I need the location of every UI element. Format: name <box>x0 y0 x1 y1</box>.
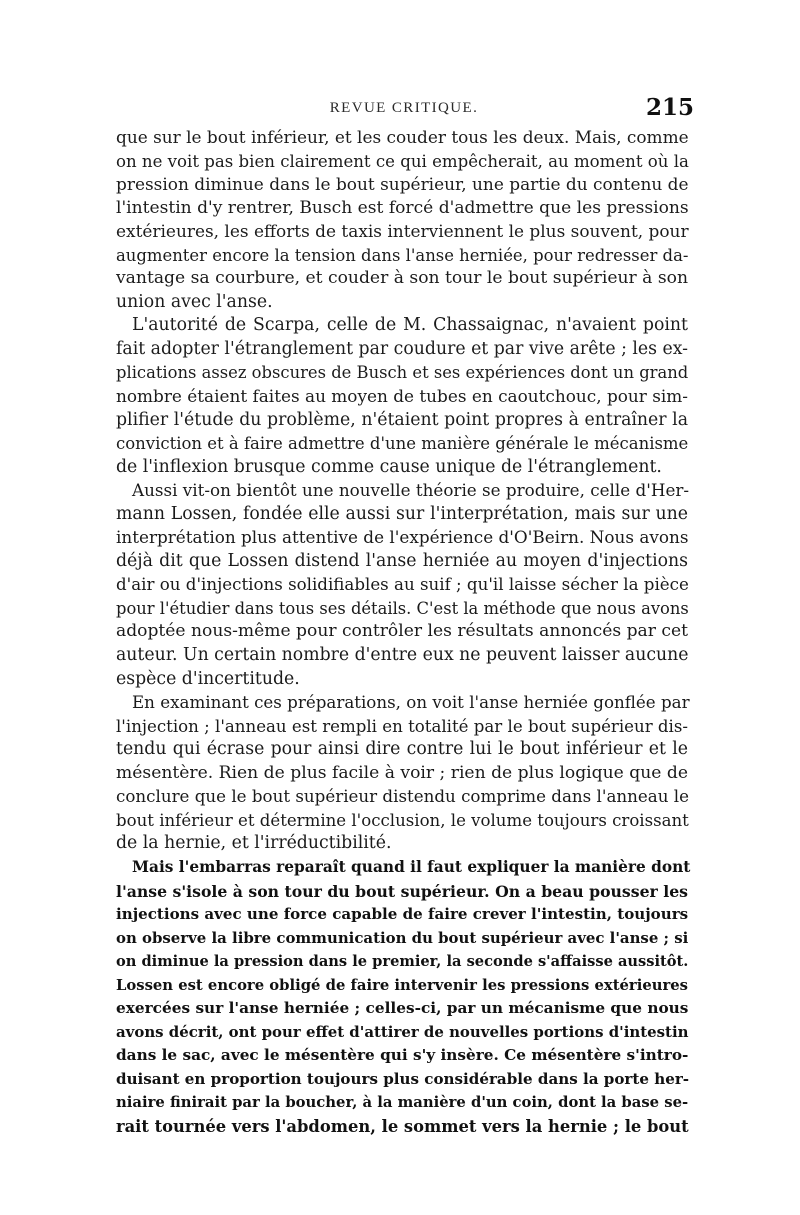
text-line: tendu qui écrase pour ainsi dire contre lui le bout inférieur et le <box>116 739 688 760</box>
text-line: de la hernie, et l'irréductibilité. <box>116 833 392 854</box>
text-line: mann Lossen, fondée elle aussi sur l'interprétation, mais sur une <box>116 503 688 524</box>
text-line: Mais l'embarras reparaît quand il faut expliquer la manière dont <box>132 857 691 876</box>
text-line: vantage sa courbure, et couder à son tour le bout supérieur à son <box>116 268 688 289</box>
text-line: auteur. Un certain nombre d'entre eux ne peuvent laisser aucune <box>116 645 689 666</box>
text-line: l'intestin d'y rentrer, Busch est forcé d'admettre que les pressions <box>116 197 689 218</box>
text-line: augmenter encore la tension dans l'anse herniée, pour redresser da- <box>116 245 689 265</box>
text-line: exercées sur l'anse herniée ; celles-ci, par un mécanisme que nous <box>116 999 689 1018</box>
text-line: rait tournée vers l'abdomen, le sommet vers la hernie ; le bout <box>116 1116 689 1136</box>
text-line: niaire finirait par la boucher, à la manière d'un coin, dont la base se- <box>116 1094 689 1112</box>
text-line: conclure que le bout supérieur distendu comprime dans l'anneau le <box>116 787 689 807</box>
text-line: plications assez obscures de Busch et ses expériences dont un grand <box>116 363 689 383</box>
text-line: pour l'étudier dans tous ses détails. C'est la méthode que nous avons <box>116 598 689 618</box>
text-line: L'autorité de Scarpa, celle de M. Chassaignac, n'avaient point <box>132 315 688 336</box>
text-line: de l'inflexion brusque comme cause unique de l'étranglement. <box>116 456 662 477</box>
text-line: que sur le bout inférieur, et les couder tous les deux. Mais, comme <box>116 127 689 147</box>
text-line: conviction et à faire admettre d'une manière générale le mécanisme <box>116 434 689 454</box>
text-line: on diminue la pression dans le premier, la seconde s'affaisse aussitôt. <box>116 953 689 971</box>
text-line: injections avec une force capable de faire crever l'intestin, toujours <box>116 905 689 924</box>
text-line: interprétation plus attentive de l'expérience d'O'Beirn. Nous avons <box>116 527 689 548</box>
text-line: d'air ou d'injections solidifiables au suif ; qu'il laisse sécher la pièce <box>116 575 689 595</box>
text-line: extérieures, les efforts de taxis interviennent le plus souvent, pour <box>116 221 689 242</box>
text-line: Aussi vit-on bientôt une nouvelle théorie se produire, celle d'Her- <box>132 480 690 501</box>
page-number: 215 <box>645 94 694 121</box>
text-line: on ne voit pas bien clairement ce qui empêcherait, au moment où la <box>116 151 689 171</box>
text-line: nombre étaient faites au moyen de tubes en caoutchouc, pour sim- <box>116 386 688 407</box>
text-line: espèce d'incertitude. <box>116 668 300 689</box>
header-title: REVUE CRITIQUE. <box>329 100 479 116</box>
text-line: fait adopter l'étranglement par coudure et par vive arête ; les ex- <box>116 338 689 359</box>
text-line: Lossen est encore obligé de faire intervenir les pressions extérieures <box>116 976 688 994</box>
text-line: duisant en proportion toujours plus considérable dans la porte her- <box>116 1069 690 1088</box>
text-line: dans le sac, avec le mésentère qui s'y insère. Ce mésentère s'intro- <box>116 1046 689 1065</box>
text-line: bout inférieur et détermine l'occlusion, le volume toujours croissant <box>116 810 689 830</box>
body-text <box>116 126 691 1139</box>
text-line: on observe la libre communication du bout supérieur avec l'anse ; si <box>116 928 689 947</box>
text-line: déjà dit que Lossen distend l'anse herniée au moyen d'injections <box>116 550 688 571</box>
text-line: l'anse s'isole à son tour du bout supérieur. On a beau pousser les <box>116 881 689 901</box>
text-line: pression diminue dans le bout supérieur, une partie du contenu de <box>116 174 689 195</box>
text-line: En examinant ces préparations, on voit l'anse herniée gonflée par <box>132 693 690 713</box>
running-header <box>118 94 694 128</box>
text-line: union avec l'anse. <box>116 291 273 312</box>
text-line: plifier l'étude du problème, n'étaient point propres à entraîner la <box>116 409 688 430</box>
text-line: avons décrit, ont pour effet d'attirer de nouvelles portions d'intestin <box>116 1022 689 1041</box>
text-line: adoptée nous-même pour contrôler les résultats annoncés par cet <box>116 621 688 642</box>
text-line: mésentère. Rien de plus facile à voir ; rien de plus logique que de <box>116 762 688 783</box>
text-line: l'injection ; l'anneau est rempli en totalité par le bout supérieur dis- <box>116 716 688 736</box>
